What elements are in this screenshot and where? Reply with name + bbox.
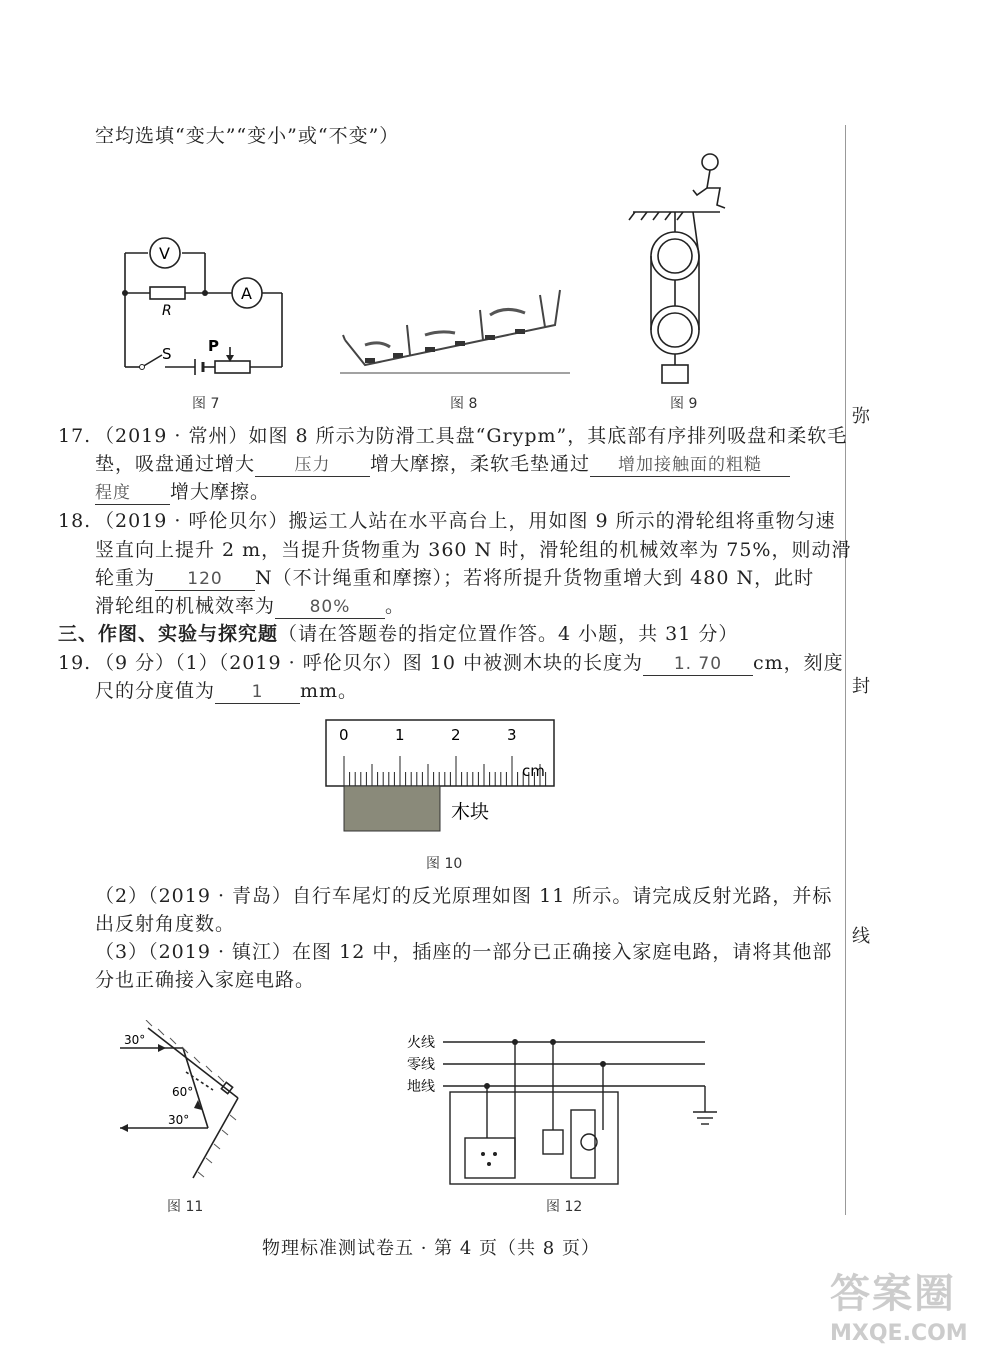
q19-part2-line2: 出反射角度数。: [95, 913, 236, 935]
q17-line1: （2019 · 常州）如图 8 所示为防滑工具盘“Grypm”，其底部有序排列吸盘和柔软毛: [95, 425, 848, 447]
q19-part3-line2: 分也正确接入家庭电路。: [95, 969, 316, 991]
figure-8-tool-tray: [335, 285, 575, 380]
q18-line4-suffix: 。: [385, 595, 406, 617]
angle-label-3: 30°: [168, 1113, 190, 1127]
seal-line: [845, 125, 846, 1215]
q18-line2: 竖直向上提升 2 m，当提升货物重为 360 N 时，滑轮组的机械效率为 75%，则动滑: [95, 539, 852, 561]
seal-char-2: 封: [852, 676, 870, 697]
q19-answer-2: 1: [215, 681, 300, 704]
q18-line1: （2019 · 呼伦贝尔）搬运工人站在水平高台上，用如图 9 所示的滑轮组将重物匀速: [95, 510, 836, 532]
figure-8-caption: 图 8: [450, 396, 478, 412]
angle-label-2: 60°: [172, 1085, 194, 1099]
q17-line2: [95, 450, 790, 478]
q19-part2-line1: （2）（2019 · 青岛）自行车尾灯的反光原理如图 11 所示。请完成反射光路，并标: [95, 885, 833, 907]
ruler-tick-1: 1: [395, 726, 405, 744]
wire-label-ground: 地线: [407, 1079, 435, 1095]
ruler-tick-3: 3: [507, 726, 517, 744]
q18-number: 18.: [58, 510, 92, 532]
q18-line4: [95, 592, 405, 620]
seal-char-1: 弥: [852, 406, 870, 427]
wood-block-label: 木块: [451, 801, 490, 823]
figure-12-caption: 图 12: [546, 1199, 583, 1215]
q19-line2: [95, 677, 358, 705]
figure-11-caption: 图 11: [167, 1199, 204, 1215]
watermark-logo-url: MXQE.COM: [830, 1321, 968, 1346]
figure-9-caption: 图 9: [670, 396, 698, 412]
wire-label-neutral: 零线: [407, 1057, 435, 1073]
q17-line3: [95, 478, 270, 506]
q19-line1: [95, 649, 844, 677]
figure-7-caption: 图 7: [192, 396, 220, 412]
section-3-heading: [58, 620, 738, 648]
figure-12-household-circuit: [405, 1030, 725, 1190]
q18-line4-prefix: 滑轮组的机械效率为: [95, 595, 276, 617]
figure-10-ruler: [325, 718, 565, 836]
wood-block: [344, 786, 440, 831]
q17-line3-suffix: 增大摩擦。: [170, 481, 271, 503]
ruler-unit: cm: [522, 762, 545, 780]
q18-line3-suffix: N（不计绳重和摩擦）；若将所提升货物重增大到 480 N，此时: [255, 567, 815, 589]
q19-line1-prefix: （9 分）（1）（2019 · 呼伦贝尔）图 10 中被测木块的长度为: [95, 652, 643, 674]
q19-line1-suffix: cm，刻度: [752, 652, 844, 674]
q17-answer-2b: 程度: [95, 482, 170, 505]
section-3-title: 三、作图、实验与探究题: [58, 623, 279, 645]
ruler-tick-2: 2: [451, 726, 461, 744]
figure-10-caption: 图 10: [426, 856, 463, 872]
q19-line2-prefix: 尺的分度值为: [95, 680, 216, 702]
intro-line: 空均选填“变大”“变小”或“不变”）: [95, 125, 400, 147]
q18-answer-2: 80%: [275, 596, 385, 619]
ruler-tick-0: 0: [339, 726, 349, 744]
q19-line2-suffix: mm。: [300, 680, 359, 702]
q19-number: 19.: [58, 652, 92, 674]
switch-label: S: [162, 345, 172, 363]
q17-line2-prefix: 垫，吸盘通过增大: [95, 453, 256, 475]
section-3-note: （请在答题卷的指定位置作答。4 小题，共 31 分）: [278, 623, 739, 645]
figure-7-circuit: [110, 235, 300, 385]
q17-number: 17.: [58, 425, 92, 447]
seal-char-3: 线: [852, 926, 870, 947]
q17-answer-2a: 增加接触面的粗糙: [590, 454, 790, 477]
page-footer: 物理标准测试卷五 · 第 4 页（共 8 页）: [262, 1238, 600, 1259]
ammeter-label: A: [241, 284, 252, 303]
q18-answer-1: 120: [155, 568, 255, 591]
q19-answer-1: 1. 70: [643, 653, 753, 676]
q18-line3-prefix: 轮重为: [95, 567, 156, 589]
resistor-label: R: [162, 303, 172, 319]
q19-part3-line1: （3）（2019 · 镇江）在图 12 中，插座的一部分已正确接入家庭电路，请将其他部: [95, 941, 833, 963]
figure-11-reflector: [118, 1020, 258, 1190]
wire-label-live: 火线: [407, 1035, 435, 1051]
q17-answer-1: 压力: [255, 454, 370, 477]
voltmeter-label: V: [159, 244, 170, 263]
angle-label-1: 30°: [124, 1033, 146, 1047]
watermark-logo: [830, 1262, 995, 1352]
slider-label: P: [208, 337, 219, 355]
q18-line3: [95, 564, 814, 592]
watermark-logo-mark: 答案圈: [830, 1271, 956, 1317]
q17-line2-middle: 增大摩擦，柔软毛垫通过: [370, 453, 591, 475]
figure-9-pulley: [625, 150, 745, 390]
